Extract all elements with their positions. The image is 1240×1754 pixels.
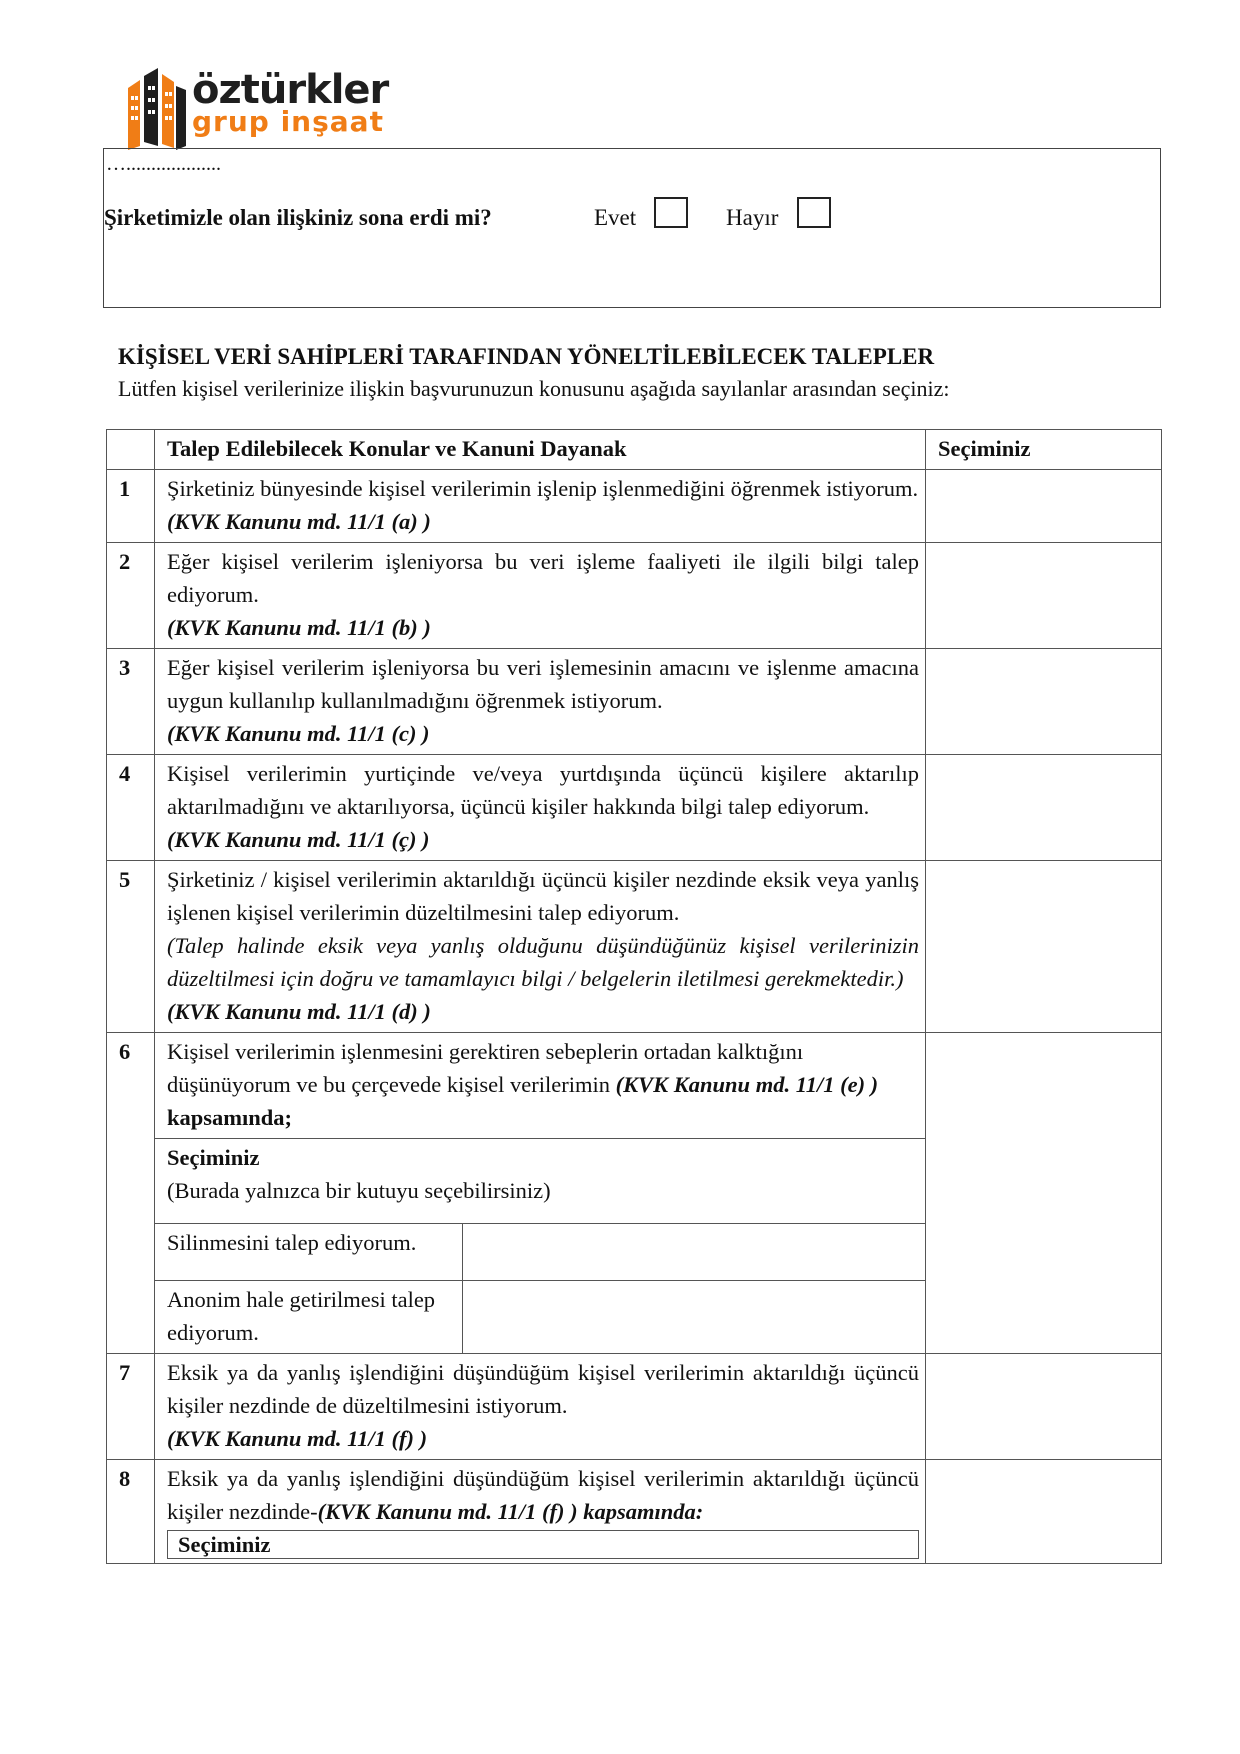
row-text: Eksik ya da yanlış işlendiğini düşündüğüm kişisel verilerimin aktarıldığı üçüncü kişiler nezdinde- [167, 1466, 919, 1524]
option-delete-label: Silinmesini talep ediyorum. [155, 1224, 462, 1281]
dotted-line: …................... [106, 153, 221, 175]
row-legal-ref: (KVK Kanunu md. 11/1 (ç) ) [167, 827, 430, 852]
header-num-cell [107, 430, 155, 470]
row-number: 4 [107, 755, 155, 861]
header-choice: Seçiminiz [926, 430, 1162, 470]
choice-cell[interactable] [926, 1460, 1162, 1564]
choice-cell[interactable] [926, 861, 1162, 1033]
logo-subtitle: grup inşaat [192, 105, 384, 138]
choice-cell[interactable] [926, 1354, 1162, 1460]
row-number: 5 [107, 861, 155, 1033]
row-text-block [155, 1033, 925, 1138]
choice-subtable [155, 1138, 925, 1353]
table-row [107, 1033, 1162, 1354]
choice-cell[interactable] [926, 543, 1162, 649]
row-text: Kişisel verilerimin yurtiçinde ve/veya yurtdışında üçüncü kişilere aktarılıp aktarılmadığını ve aktarılıyorsa, üçüncü kişiler hakkında bilgi talep ediyorum. [167, 761, 919, 819]
row-content [155, 1354, 926, 1460]
row-suffix: kapsamında; [167, 1105, 293, 1130]
company-logo [124, 66, 424, 156]
section-title: KİŞİSEL VERİ SAHİPLERİ TARAFINDAN YÖNELTİLEBİLECEK TALEPLER [118, 344, 935, 369]
row-number: 8 [107, 1460, 155, 1564]
row-legal-ref: (KVK Kanunu md. 11/1 (d) ) [167, 999, 431, 1024]
row-legal-ref: (KVK Kanunu md. 11/1 (b) ) [167, 615, 431, 640]
row-content [155, 1033, 926, 1354]
requests-table [106, 429, 1162, 1564]
table-row [107, 1460, 1162, 1564]
row-content [155, 649, 926, 755]
table-row [107, 861, 1162, 1033]
relationship-question: Şirketimizle olan ilişkiniz sona erdi mi? [104, 205, 492, 230]
row-legal-ref: (KVK Kanunu md. 11/1 (c) ) [167, 721, 430, 746]
section-subtitle: Lütfen kişisel verilerinize ilişkin başvurunuzun konusunu aşağıda sayılanlar arasından seçiniz: [118, 376, 950, 401]
row-text: Eğer kişisel verilerim işleniyorsa bu veri işlemesinin amacını ve işlenme amacına uygun kullanılıp kullanılmadığını öğrenmek istiyorum. [167, 655, 919, 713]
row-text: Kişisel verilerimin işlenmesini gerektiren sebeplerin ortadan kalktığını düşünüyorum ve bu çerçevede kişisel verilerimin [167, 1039, 804, 1097]
header-topic: Talep Edilebilecek Konular ve Kanuni Dayanak [155, 430, 926, 470]
table-row [107, 755, 1162, 861]
row-number: 1 [107, 470, 155, 543]
row-number: 3 [107, 649, 155, 755]
row-legal-ref: (KVK Kanunu md. 11/1 (a) ) [167, 509, 431, 534]
table-row [107, 649, 1162, 755]
relationship-question-box [103, 148, 1161, 308]
no-checkbox[interactable] [797, 197, 831, 228]
choice-cell[interactable] [926, 470, 1162, 543]
option-delete-box[interactable] [462, 1224, 925, 1281]
row-legal-ref: (KVK Kanunu md. 11/1 (f) ) [167, 1426, 428, 1451]
row-text: Eksik ya da yanlış işlendiğini düşündüğüm kişisel verilerimin aktarıldığı üçüncü kişiler nezdinde de düzeltilmesini istiyorum. [167, 1360, 919, 1418]
building-logo-icon [124, 66, 190, 150]
choice-title: Seçiminiz [167, 1145, 260, 1170]
choice-cell[interactable] [926, 755, 1162, 861]
row-text-block [167, 1462, 919, 1528]
row-content [155, 861, 926, 1033]
row-content [155, 470, 926, 543]
row-content [155, 1460, 926, 1564]
row-text: Şirketiniz / kişisel verilerimin aktarıldığı üçüncü kişiler nezdinde eksik veya yanlış işlenen kişisel verilerimin düzeltilmesini talep ediyorum. [167, 867, 919, 925]
option-anonymize-box[interactable] [462, 1281, 925, 1354]
choice-cell[interactable] [926, 1033, 1162, 1354]
row-content [155, 755, 926, 861]
choice-subtable [167, 1530, 919, 1559]
choice-note: (Burada yalnızca bir kutuyu seçebilirsiniz) [167, 1178, 551, 1203]
table-row [107, 470, 1162, 543]
row-note: (Talep halinde eksik veya yanlış olduğunu düşündüğünüz kişisel verilerinizin düzeltilmesi için doğru ve tamamlayıcı bilgi / belgelerin iletilmesi gerekmektedir.) [167, 933, 919, 991]
yes-checkbox[interactable] [654, 197, 688, 228]
table-row [107, 1354, 1162, 1460]
row-number: 6 [107, 1033, 155, 1354]
no-label: Hayır [726, 205, 779, 230]
yes-label: Evet [594, 205, 637, 230]
row-number: 7 [107, 1354, 155, 1460]
row-legal-ref: (KVK Kanunu md. 11/1 (f) ) kapsamında: [317, 1499, 704, 1524]
table-header-row [107, 430, 1162, 470]
row-content [155, 543, 926, 649]
row-legal-ref: (KVK Kanunu md. 11/1 (e) ) [615, 1072, 879, 1097]
logo-name: öztürkler [192, 67, 389, 113]
row-text: Şirketiniz bünyesinde kişisel verilerimin işlenip işlenmediğini öğrenmek istiyorum. [167, 476, 919, 501]
choice-heading-cell [155, 1139, 925, 1224]
row-text: Eğer kişisel verilerim işleniyorsa bu veri işleme faaliyeti ile ilgili bilgi talep ediyorum. [167, 549, 919, 607]
table-row [107, 543, 1162, 649]
choice-cell[interactable] [926, 649, 1162, 755]
choice-title: Seçiminiz [178, 1532, 271, 1557]
option-anonymize-label: Anonim hale getirilmesi talep ediyorum. [155, 1281, 462, 1354]
row-number: 2 [107, 543, 155, 649]
